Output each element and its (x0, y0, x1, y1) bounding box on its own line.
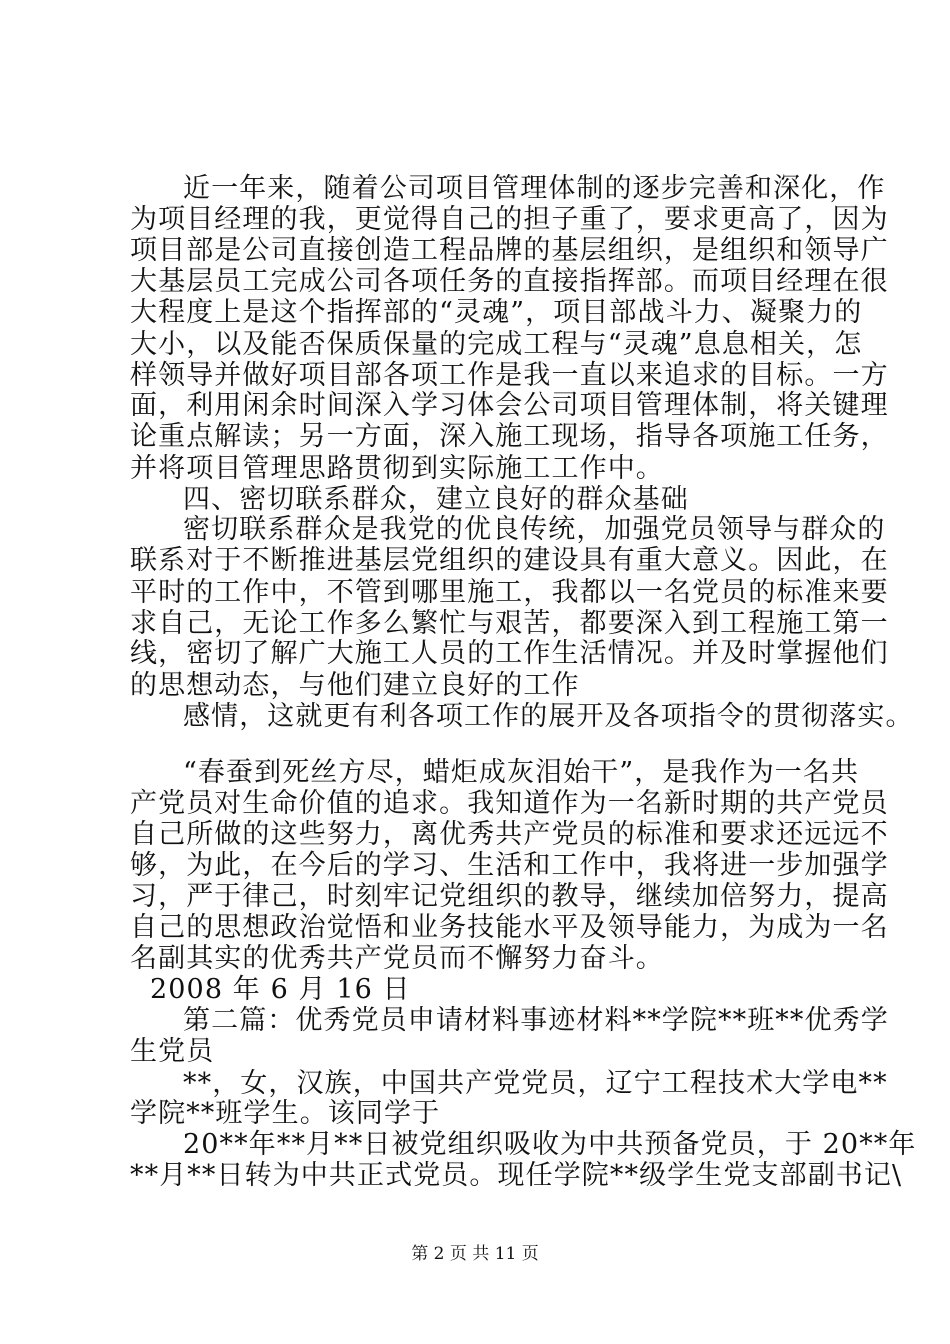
paragraph-line: 自己所做的这些努力，离优秀共产党员的标准和要求还远远不 (130, 819, 889, 850)
paragraph-line: 产党员对生命价值的追求。我知道作为一名新时期的共产党员 (130, 788, 889, 819)
paragraph-line: 密切联系群众是我党的优良传统，加强党员领导与群众的 (183, 514, 886, 545)
page-number-footer: 第 2 页 共 11 页 (411, 1244, 539, 1264)
date-line: 2008 年 6 月 16 日 (150, 974, 411, 1005)
paragraph-line: 联系对于不断推进基层党组织的建设具有重大意义。因此，在 (130, 545, 889, 576)
paragraph-line: 项目部是公司直接创造工程品牌的基层组织，是组织和领导广 (130, 235, 889, 266)
paragraph-line: 大程度上是这个指挥部的“灵魂”，项目部战斗力、凝聚力的 (130, 297, 863, 328)
paragraph-line: 学院**班学生。该同学于 (130, 1098, 441, 1129)
paragraph-line: 面，利用闲余时间深入学习体会公司项目管理体制，将关键理 (130, 390, 889, 421)
paragraph-line: 够，为此，在今后的学习、生活和工作中，我将进一步加强学 (130, 850, 889, 881)
paragraph-line: 大小，以及能否保质保量的完成工程与“灵魂”息息相关，怎 (130, 329, 863, 360)
paragraph-line: 生党员 (130, 1036, 215, 1067)
paragraph-line: 大基层员工完成公司各项任务的直接指挥部。而项目经理在很 (130, 266, 889, 297)
paragraph-line: 求自己，无论工作多么繁忙与艰苦，都要深入到工程施工第一 (130, 608, 889, 639)
paragraph-line: 近一年来，随着公司项目管理体制的逐步完善和深化，作 (183, 173, 886, 204)
paragraph-line: 的思想动态，与他们建立良好的工作 (130, 670, 580, 701)
paragraph-line: 20**年**月**日被党组织吸收为中共预备党员，于 20**年 (183, 1129, 917, 1160)
paragraph-line: “春蚕到死丝方尽，蜡炬成灰泪始干”，是我作为一名共 (183, 757, 860, 788)
paragraph-line: 感情，这就更有利各项工作的展开及各项指令的贯彻落实。 (183, 701, 914, 732)
paragraph-line: 自己的思想政治觉悟和业务技能水平及领导能力，为成为一名 (130, 912, 889, 943)
paragraph-line: 样领导并做好项目部各项工作是我一直以来追求的目标。一方 (130, 360, 889, 391)
paragraph-line: 论重点解读；另一方面，深入施工现场，指导各项施工任务， (130, 421, 889, 452)
paragraph-line: 并将项目管理思路贯彻到实际施工工作中。 (130, 453, 664, 484)
paragraph-line: **月**日转为中共正式党员。现任学院**级学生党支部副书记\ (130, 1160, 903, 1191)
section-heading: 第二篇：优秀党员申请材料事迹材料**学院**班**优秀学 (183, 1005, 889, 1036)
paragraph-line: 为项目经理的我，更觉得自己的担子重了，要求更高了，因为 (130, 204, 889, 235)
paragraph-line: 线，密切了解广大施工人员的工作生活情况。并及时掌握他们 (130, 638, 889, 669)
section-heading: 四、密切联系群众，建立良好的群众基础 (183, 484, 689, 515)
paragraph-line: 平时的工作中，不管到哪里施工，我都以一名党员的标准来要 (130, 577, 889, 608)
paragraph-line: **，女，汉族，中国共产党党员，辽宁工程技术大学电** (183, 1068, 888, 1099)
paragraph-line: 习，严于律己，时刻牢记党组织的教导，继续加倍努力，提高 (130, 881, 889, 912)
paragraph-line: 名副其实的优秀共产党员而不懈努力奋斗。 (130, 943, 664, 974)
